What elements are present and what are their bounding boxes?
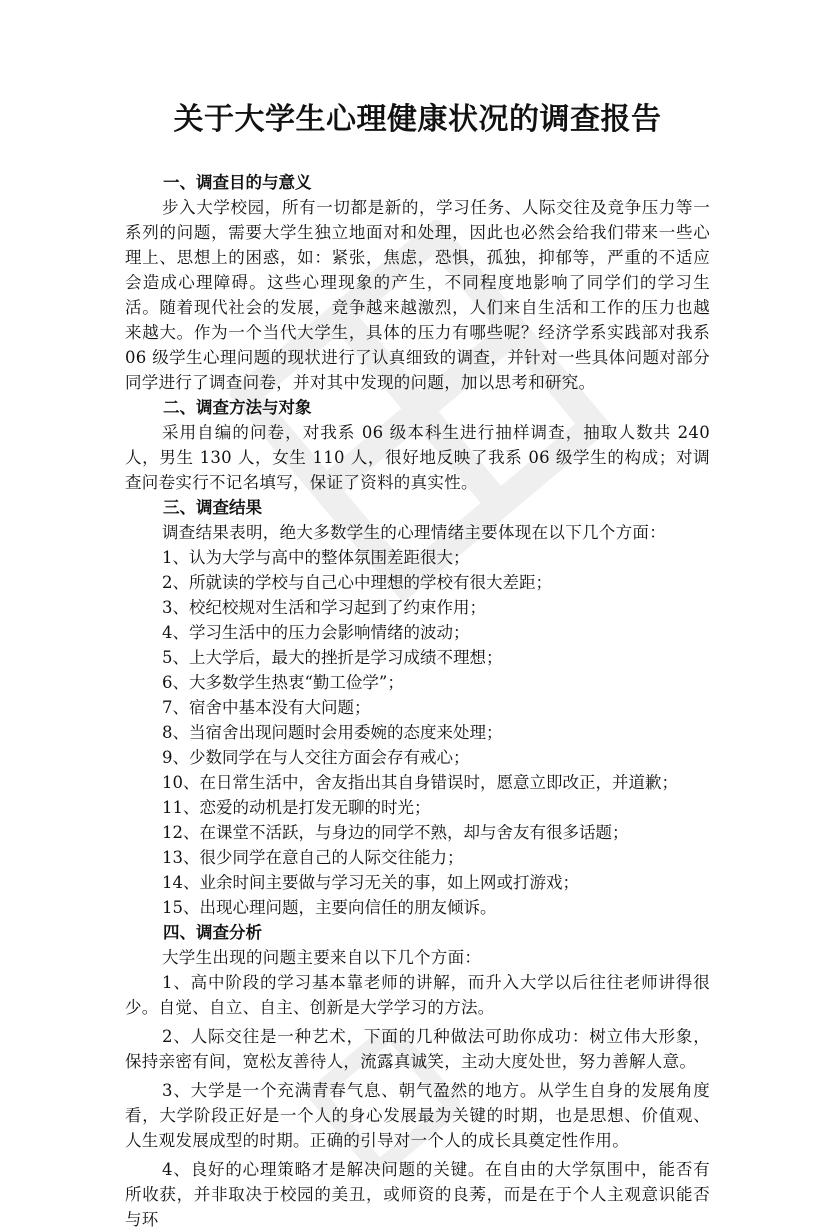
section-paragraph-purpose: 步入大学校园，所有一切都是新的，学习任务、人际交往及竞争压力等一系列的问题，需要大学生独立地面对和处理，因此也必然会给我们带来一些心理上、思想上的困惑，如：紧张，焦虑，恐惧，孤独，抑郁等，严重的不适应会造成心理障碍。这些心理现象的产生，不同程度地影响了同学们的学习生活。随着现代社会的发展，竞争越来越激烈，人们来自生活和工作的压力也越来越大。作为一个当代大学生，具体的压力有哪些呢？经济学系实践部对我系 06 级学生心理问题的现状进行了认真细致的调查，并针对一些具体问题对部分同学进行了调查问卷，并对其中发现的问题，加以思考和研究。 — [125, 198, 710, 392]
result-item: 1、认为大学与高中的整体氛围差距很大； — [162, 548, 470, 567]
result-item: 11、恋爱的动机是打发无聊的时光； — [162, 798, 431, 817]
result-item: 6、大多数学生热衷“勤工俭学”； — [162, 673, 404, 692]
result-item: 3、校纪校规对生活和学习起到了约束作用； — [162, 598, 486, 617]
section-heading-purpose: 一、调查目的与意义 — [163, 173, 312, 192]
analysis-paragraph: 3、大学是一个充满青春气息、朝气盈然的地方。从学生自身的发展角度看，大学阶段正好是一个人的身心发展最为关键的时期，也是思想、价值观、人生观发展成型的时期。正确的引导对一个人的成长具奠定性作用。 — [125, 1081, 710, 1150]
result-item: 7、宿舍中基本没有大问题； — [162, 698, 371, 717]
document-page — [125, 100, 710, 1232]
section-heading-results: 三、调查结果 — [163, 498, 262, 517]
result-item: 9、少数同学在与人交往方面会存有戒心； — [162, 748, 470, 767]
result-item: 4、学习生活中的压力会影响情绪的波动； — [162, 623, 470, 642]
analysis-paragraph: 1、高中阶段的学习基本靠老师的讲解，而升入大学以后往往老师讲得很少。自觉、自立、自主、创新是大学学习的方法。 — [125, 973, 710, 1017]
section-heading-analysis: 四、调查分析 — [163, 923, 262, 942]
result-item: 14、业余时间主要做与学习无关的事，如上网或打游戏； — [162, 873, 579, 892]
section-heading-method: 二、调查方法与对象 — [163, 398, 312, 417]
result-item: 12、在课堂不活跃，与身边的同学不熟，却与舍友有很多话题； — [162, 823, 629, 842]
result-item: 5、上大学后，最大的挫折是学习成绩不理想； — [162, 648, 503, 667]
result-item: 13、很少同学在意自己的人际交往能力； — [162, 848, 464, 867]
result-item: 10、在日常生活中，舍友指出其自身错误时，愿意立即改正，并道歉； — [162, 773, 678, 792]
section-paragraph-method: 采用自编的问卷，对我系 06 级本科生进行抽样调查，抽取人数共 240 人，男生 130 人，女生 110 人，很好地反映了我系 06 级学生的构成；对调查问卷实行不记名填写，保证了资料的真实性。 — [125, 423, 710, 492]
result-item: 2、所就读的学校与自己心中理想的学校有很大差距； — [162, 573, 552, 592]
analysis-intro: 大学生出现的问题主要来自以下几个方面： — [162, 948, 482, 967]
result-item: 8、当宿舍出现问题时会用委婉的态度来处理； — [162, 723, 503, 742]
analysis-paragraph: 2、人际交往是一种艺术，下面的几种做法可助你成功：树立伟大形象，保持亲密有间，宽松友善待人，流露真诚笑，主动大度处世，努力善解人意。 — [125, 1027, 710, 1071]
result-item: 15、出现心理问题，主要向信任的朋友倾诉。 — [162, 898, 497, 917]
results-intro: 调查结果表明，绝大多数学生的心理情绪主要体现在以下几个方面： — [162, 523, 666, 542]
analysis-paragraph: 4、良好的心理策略才是解决问题的关键。在自由的大学氛围中，能否有所收获，并非取决于校园的美丑，或师资的良莠，而是在于个人主观意识能否与环 — [125, 1160, 710, 1229]
document-title: 关于大学生心理健康状况的调查报告 — [173, 102, 662, 137]
